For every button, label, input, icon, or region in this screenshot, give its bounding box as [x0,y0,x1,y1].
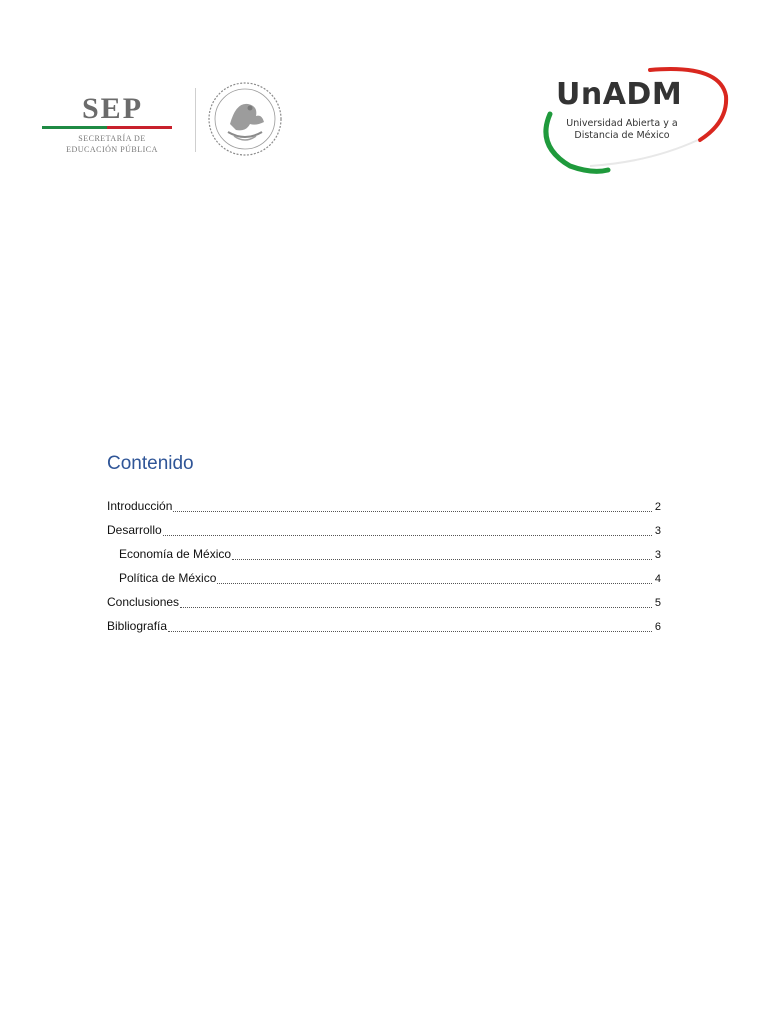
sep-bar-red [107,126,172,129]
unadm-logo-title: UnADM [556,77,683,112]
toc-entry-page: 6 [654,621,661,633]
toc-entry-page: 4 [654,573,661,585]
sep-logo-color-bar [42,126,172,129]
toc-entry-label: Introducción [107,499,173,513]
toc-entry-label: Conclusiones [107,595,180,609]
toc-heading: Contenido [107,453,194,474]
logo-divider [195,88,196,152]
toc-entry-page: 2 [654,501,661,513]
toc-entry-bibliografia[interactable] [107,619,661,643]
toc-entry-label: Bibliografía [107,619,168,633]
table-of-contents [107,499,661,643]
sep-logo-subtitle-line1: SECRETARÍA DE [78,134,146,143]
unadm-logo-subtitle-line1: Universidad Abierta y a [566,118,678,129]
toc-entry-label: Desarrollo [107,523,162,537]
toc-entry-label: Economía de México [119,547,232,561]
toc-entry-page: 3 [654,525,661,537]
toc-leader-dots [173,502,652,512]
toc-entry-page: 5 [654,597,661,609]
sep-logo-word: SEP [82,92,144,125]
toc-entry-conclusiones[interactable] [107,595,661,619]
toc-leader-dots [217,574,652,584]
toc-entry-economia-de-mexico[interactable] [107,547,661,571]
mexican-coat-of-arms-icon [206,80,284,158]
toc-entry-label: Política de México [119,571,217,585]
toc-entry-desarrollo[interactable] [107,523,661,547]
toc-leader-dots [163,526,652,536]
toc-entry-introduccion[interactable] [107,499,661,523]
sep-logo [40,92,180,162]
sep-bar-green [42,126,107,129]
sep-logo-subtitle-line2: EDUCACIÓN PÚBLICA [66,145,158,154]
toc-leader-dots [232,550,652,560]
toc-leader-dots [168,622,652,632]
unadm-logo [530,66,735,176]
toc-entry-page: 3 [654,549,661,561]
toc-leader-dots [180,598,652,608]
toc-entry-politica-de-mexico[interactable] [107,571,661,595]
unadm-logo-subtitle-line2: Distancia de México [574,130,670,141]
